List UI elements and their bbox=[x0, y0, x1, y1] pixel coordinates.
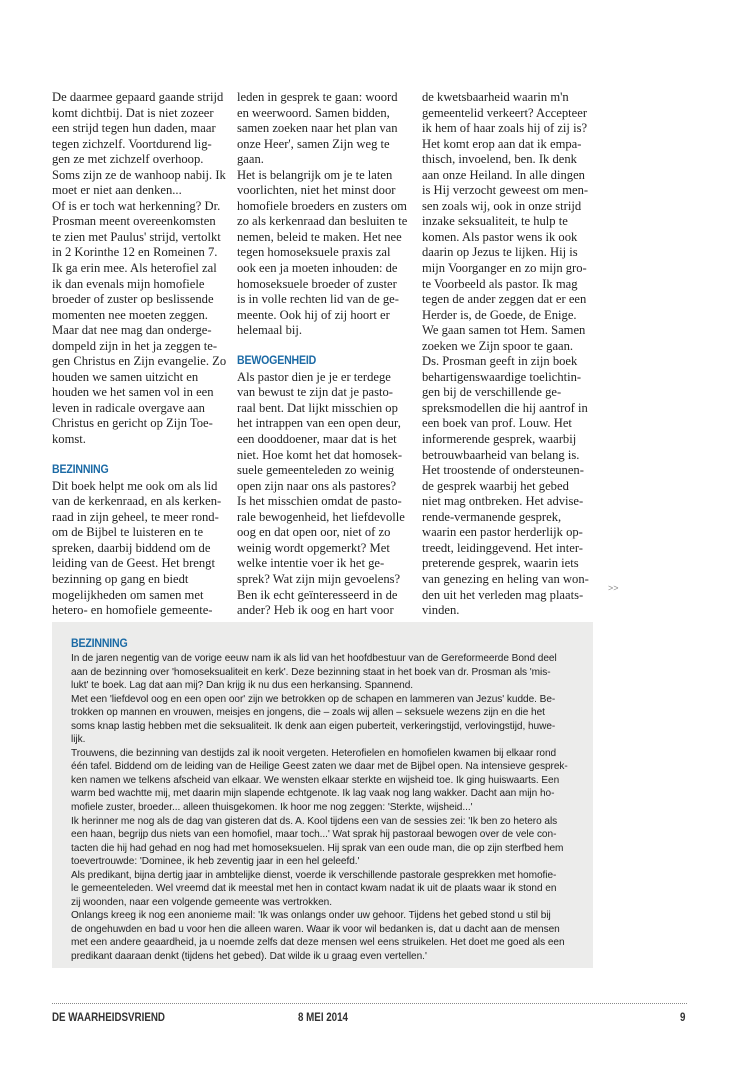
text-line: mogelijkheden om samen met bbox=[52, 587, 204, 602]
text-line: het intrappen van een open deur, bbox=[237, 416, 401, 431]
text-line: ik hem of haar zoals hij of zij is? bbox=[422, 121, 588, 136]
footer-date: 8 MEI 2014 bbox=[298, 1012, 349, 1024]
text-line: sprek? Wat zijn mijn gevoelens? bbox=[237, 571, 401, 586]
text-line: niet. Hoe komt het dat homosek- bbox=[237, 447, 403, 462]
text-line: In de jaren negentig van de vorige eeuw nam ik als lid van het hoofdbestuur van de Gereformeerde Bond deel bbox=[71, 653, 557, 664]
text-line: Ik herinner me nog als de dag van gisteren dat ds. A. Kool tijdens een van de sessies zei: 'Ik ben zo hetero als bbox=[71, 815, 558, 827]
text-line: in 2 Korinthe 12 en Romeinen 7. bbox=[52, 245, 218, 260]
text-line: één tafel. Biddend om de leiding van de Heilige Geest zaten we daar met de Bijbel open. Na intensieve gesprek- bbox=[71, 761, 568, 773]
text-line: den uit het verleden mag plaats- bbox=[422, 587, 584, 602]
text-line: een dooddoener, maar dat is het bbox=[237, 432, 397, 447]
text-line: Dit boek helpt me ook om als lid bbox=[52, 478, 218, 493]
text-line: Maar dat nee mag dan onderge- bbox=[52, 323, 212, 338]
text-line: gen ze met zichzelf overhoop. bbox=[52, 152, 204, 167]
text-line: leven in radicale overgave aan bbox=[52, 400, 205, 415]
section-heading: BEZINNING bbox=[52, 464, 109, 477]
text-line: tegen zichzelf. Voortdurend lig- bbox=[52, 136, 212, 151]
text-line: homofiele broeders en zusters om bbox=[237, 198, 407, 213]
text-line: en weerwoord. Samen bidden, bbox=[237, 105, 390, 120]
text-line: raal bent. Dat lijkt misschien op bbox=[237, 400, 398, 415]
text-line: ook een ja moeten inhouden: de bbox=[237, 261, 398, 276]
text-line: tacten die hij had gehad en nog had met homoseksuelen. Hij sprak van een oude man, die op zijn sterfbed hem bbox=[71, 842, 564, 854]
text-line: houden we het samen vol in een bbox=[52, 385, 214, 400]
text-line: Als predikant, bijna dertig jaar in ambtelijke dienst, voerde ik verschillende pastorale gesprekken met homofie- bbox=[71, 869, 557, 881]
footer-page-number: 9 bbox=[680, 1012, 686, 1024]
text-line: helemaal bij. bbox=[237, 323, 303, 338]
text-line: dompeld zijn in het ja zeggen te- bbox=[52, 338, 218, 353]
paragraph-gap bbox=[52, 448, 226, 464]
text-line: van genezing en heling van won- bbox=[422, 571, 589, 586]
text-line: thisch, invoelend, ben. Ik denk bbox=[422, 152, 577, 167]
text-line: bezinning op gang en biedt bbox=[52, 571, 189, 586]
text-line: gemeentelid verkeert? Accepteer bbox=[422, 105, 588, 120]
text-line: predikant daaraan denkt (tijdens het gebed). Dat wilde ik u graag even vertellen.' bbox=[71, 951, 427, 963]
sidebar-box-bezinning bbox=[52, 622, 593, 968]
text-line: zo als kerkenraad dan besluiten te bbox=[237, 214, 408, 229]
text-line: momenten nee moeten zeggen. bbox=[52, 307, 208, 322]
text-line: aan onze Heiland. In alle dingen bbox=[422, 167, 585, 182]
text-line: te Voorbeeld als pastor. Ik mag bbox=[422, 276, 578, 291]
text-line: Ben ik echt geïnteresseerd in de bbox=[237, 587, 398, 602]
text-line: warm bed wachtte mij, met daarin mijn slapende echtgenote. Ik lag vaak nog lang wakker. Dacht aan mijn ho- bbox=[71, 788, 555, 800]
text-line: tegen de ander zeggen dat er een bbox=[422, 292, 587, 307]
text-line: spreken, daarbij biddend om de bbox=[52, 540, 211, 555]
text-line: aan de bezinning over 'homoseksualiteit en kerk'. Deze bezinning staat in het boek van dr. Prosman als 'mis- bbox=[71, 666, 551, 678]
text-line: een haan, begrijp dus niets van een homofiel, maar toch...' Wat sprak hij pastoraal bewogen over de vele con- bbox=[71, 829, 557, 841]
text-line: Ik ga erin mee. Als heterofiel zal bbox=[52, 261, 217, 276]
text-line: inzake seksualiteit, te hulp te bbox=[422, 214, 568, 229]
text-line: Het troostende of ondersteunen- bbox=[422, 463, 584, 478]
text-line: suele gemeenteleden zo weinig bbox=[237, 463, 395, 478]
text-line: van bewust te zijn dat je pasto- bbox=[237, 385, 393, 400]
text-line: zoeken we Zijn spoor te gaan. bbox=[422, 338, 574, 353]
text-line: lijk. bbox=[71, 734, 86, 746]
text-line: trokken op mannen en vrouwen, meisjes en jongens, die – zoals wij allen – seksuele wezens zijn en die het bbox=[71, 707, 545, 719]
text-line: moet er niet aan denken... bbox=[52, 183, 182, 198]
text-line: tegen homoseksuele praxis zal bbox=[237, 245, 391, 260]
text-line: leden in gesprek te gaan: woord bbox=[237, 90, 398, 104]
text-line: ik dan evenals mijn homofiele bbox=[52, 276, 205, 291]
text-line: een boek van prof. Louw. Het bbox=[422, 416, 572, 431]
text-line: preterende gesprek, waarin iets bbox=[422, 556, 579, 571]
text-line: zij woonden, naar een volgende gemeente was vertrokken. bbox=[71, 896, 332, 908]
paragraph-gap bbox=[237, 339, 407, 355]
text-line: is Hij verzocht geweest om men- bbox=[422, 183, 589, 198]
text-line: meente. Ook hij of zij hoort er bbox=[237, 307, 390, 322]
text-line: onze Heer', samen Zijn weg te bbox=[237, 136, 390, 151]
section-heading: BEZINNING bbox=[71, 638, 128, 650]
article-column-2 bbox=[237, 90, 407, 619]
text-line: mijn Voorganger en zo mijn gro- bbox=[422, 261, 587, 276]
text-line: Herder is, de Goede, de Enige. bbox=[422, 307, 577, 322]
text-line: de kwetsbaarheid waarin m'n bbox=[422, 90, 569, 104]
text-line: te zien met Paulus' strijd, vertolkt bbox=[52, 229, 221, 244]
text-line: welke intentie voer ik het ge- bbox=[237, 556, 385, 571]
sidebar-box-text bbox=[71, 637, 568, 964]
continue-marker: >> bbox=[608, 583, 619, 593]
article-column-3 bbox=[422, 90, 589, 619]
text-line: oog en dat open oor, niet of zo bbox=[237, 525, 391, 540]
text-line: spreksmodellen die hij aantrof in bbox=[422, 400, 588, 415]
text-line: Prosman meent overeenkomsten bbox=[52, 214, 216, 229]
text-line: een strijd tegen hun daden, maar bbox=[52, 121, 216, 136]
text-line: hetero- en homofiele gemeente- bbox=[52, 603, 213, 618]
text-line: komt dichtbij. Dat is niet zozeer bbox=[52, 105, 214, 120]
text-line: broeder of zuster op beslissende bbox=[52, 292, 214, 307]
text-line: rale bewogenheid, het liefdevolle bbox=[237, 509, 405, 524]
footer-divider bbox=[52, 1003, 687, 1004]
text-line: Het komt erop aan dat ik empa- bbox=[422, 136, 582, 151]
text-line: de gesprek waarbij het gebed bbox=[422, 478, 569, 493]
text-line: treedt, leidinggevend. Het inter- bbox=[422, 540, 583, 555]
text-line: ken namen we telkens afscheid van elkaar. We wensten elkaar sterkte en wijsheid toe. Ik ging huiswaarts. Een bbox=[71, 774, 560, 786]
text-line: behartigenswaardige toelichtin- bbox=[422, 369, 582, 384]
text-line: Christus en gericht op Zijn Toe- bbox=[52, 416, 213, 431]
text-line: We gaan samen tot Hem. Samen bbox=[422, 323, 586, 338]
text-line: komst. bbox=[52, 432, 86, 447]
text-line: met een andere geaardheid, ja u noemde zelfs dat deze mensen wel eens struikelen. Het doet me goed als een bbox=[71, 937, 565, 949]
text-line: waarin een pastor herderlijk op- bbox=[422, 525, 583, 540]
text-line: Is het misschien omdat de pasto- bbox=[237, 494, 402, 509]
text-line: rende-vermanende gesprek, bbox=[422, 509, 562, 524]
text-line: samen zoeken naar het plan van bbox=[237, 121, 398, 136]
text-line: Soms zijn ze de wanhoop nabij. Ik bbox=[52, 167, 226, 182]
section-heading: BEWOGENHEID bbox=[237, 355, 317, 368]
text-line: komen. Als pastor wens ik ook bbox=[422, 229, 578, 244]
text-line: nemen, beleid te maken. Het nee bbox=[237, 229, 402, 244]
text-line: houden we samen uitzicht en bbox=[52, 369, 199, 384]
text-line: weinig wordt opgemerkt? Met bbox=[237, 540, 390, 555]
text-line: open zijn naar ons als pastores? bbox=[237, 478, 397, 493]
text-line: mofiele zuster, broeder... alleen thuisgekomen. Ik hoor me nog zeggen: 'Sterkte, wijsheid...' bbox=[71, 802, 473, 814]
footer-publication: DE WAARHEIDSVRIEND bbox=[52, 1012, 165, 1024]
text-line: De daarmee gepaard gaande strijd bbox=[52, 90, 224, 104]
text-line: soms knap lastig hebben met die seksualiteit. Ik denk aan eigen puberteit, verkeringstijd, verlovingstijd, huwe- bbox=[71, 720, 556, 732]
text-line: sen zoals wij, ook in onze strijd bbox=[422, 198, 582, 213]
text-line: homoseksuele broeder of zuster bbox=[237, 276, 397, 291]
text-line: is in volle rechten lid van de ge- bbox=[237, 292, 399, 307]
text-line: leiding van de Geest. Het brengt bbox=[52, 556, 215, 571]
text-line: voorlichten, niet het minst door bbox=[237, 183, 396, 198]
text-line: Ds. Prosman geeft in zijn boek bbox=[422, 354, 578, 369]
text-line: gen bij de verschillende ge- bbox=[422, 385, 562, 400]
text-line: informerende gesprek, waarbij bbox=[422, 432, 577, 447]
text-line: gaan. bbox=[237, 152, 264, 167]
text-line: ander? Heb ik oog en hart voor bbox=[237, 603, 394, 618]
text-line: Het is belangrijk om je te laten bbox=[237, 167, 393, 182]
text-line: Als pastor dien je je er terdege bbox=[237, 369, 391, 384]
text-line: betrouwbaarheid van belang is. bbox=[422, 447, 580, 462]
text-line: raad in zijn geheel, te meer rond- bbox=[52, 509, 219, 524]
text-line: daarin op Jezus te lijken. Hij is bbox=[422, 245, 578, 260]
text-line: toevertrouwde: 'Dominee, ik heb zeventig jaar in een hel geleefd.' bbox=[71, 856, 360, 868]
text-line: vinden. bbox=[422, 603, 460, 618]
text-line: Trouwens, die bezinning van destijds zal ik nooit vergeten. Heterofielen en homofielen kwamen bij elkaar rond bbox=[71, 747, 557, 759]
text-line: lukt' te boek. Lag dat aan mij? Dan krijg ik nu dus een herkansing. Spannend. bbox=[71, 680, 414, 692]
text-line: Of is er toch wat herkenning? Dr. bbox=[52, 198, 221, 213]
text-line: gen Christus en Zijn evangelie. Zo bbox=[52, 354, 227, 369]
text-line: niet mag ontbreken. Het advise- bbox=[422, 494, 584, 509]
text-line: om de Bijbel te luisteren en te bbox=[52, 525, 204, 540]
text-line: Met een 'liefdevol oog en een open oor' zijn we betrokken op de schapen en lammeren van Jezus' kudde. Be- bbox=[71, 693, 556, 705]
text-line: de ongehuwden en bad u voor hen die alleen waren. Waar ik voor wil bedanken is, dat u dacht aan de mensen bbox=[71, 923, 560, 935]
article-column-1 bbox=[52, 90, 226, 619]
text-line: le gemeenteleden. Wel vreemd dat ik meestal met hen in contact kwam nadat ik uit de plaats waar ik stond en bbox=[71, 883, 557, 895]
text-line: van de kerkenraad, en als kerken- bbox=[52, 494, 222, 509]
text-line: Onlangs kreeg ik nog een anonieme mail: 'Ik was onlangs onder uw gehoor. Tijdens het gebed stond u stil bij bbox=[71, 910, 551, 922]
